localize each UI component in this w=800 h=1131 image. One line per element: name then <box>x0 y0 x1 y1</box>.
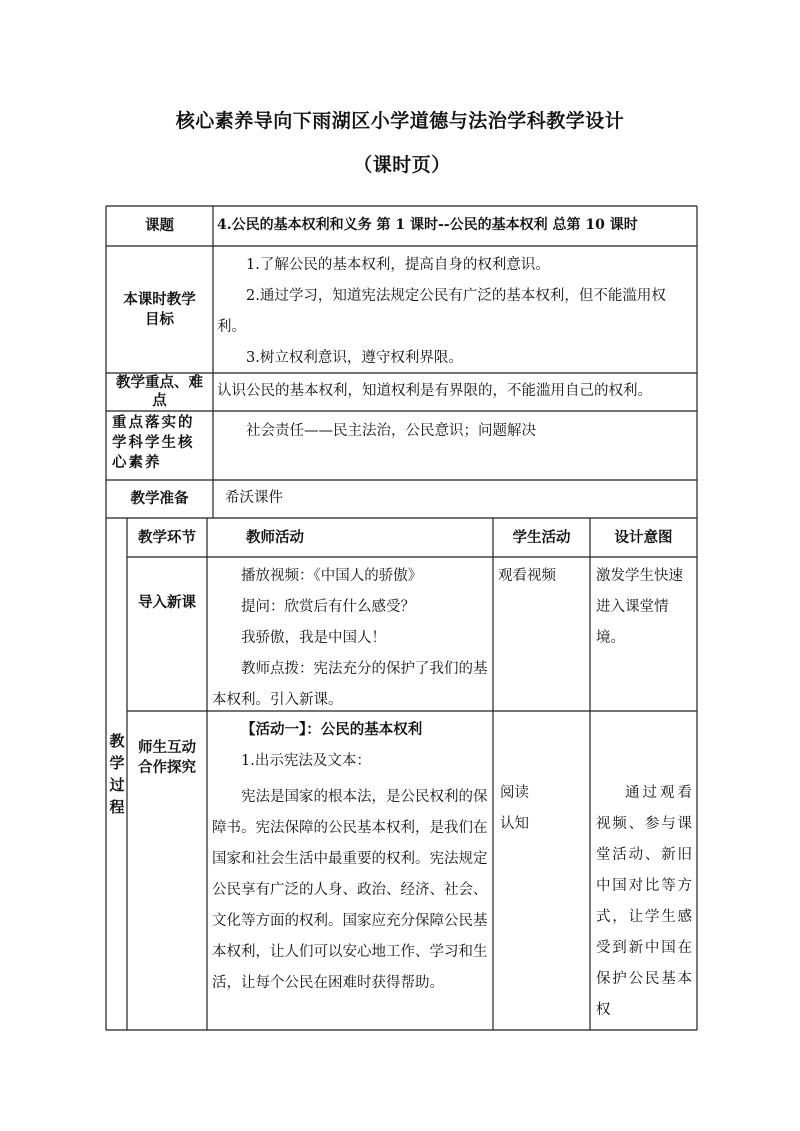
keypoints-label-line1: 教学重点、难 <box>116 375 203 391</box>
stage1-teacher-line: 我骄傲，我是中国人！ <box>241 630 386 646</box>
topic-label: 课题 <box>145 218 174 234</box>
literacy-label-line3: 心素养 <box>112 455 162 471</box>
header-teacher: 教师活动 <box>246 529 304 546</box>
keypoints-label <box>106 373 213 411</box>
goal-item: 1.了解公民的基本权利，提高自身的权利意识。 <box>246 257 550 273</box>
literacy-label-line1: 重点落实的 <box>112 415 195 431</box>
header-stage: 教学环节 <box>138 529 196 546</box>
stage1-teacher-line: 教师点拨：宪法充分的保护了我们的基本权利。引入新课。 <box>212 661 488 708</box>
stage1-teacher <box>212 561 489 716</box>
activity-step: 1.出示宪法及文本： <box>241 753 371 769</box>
stage2-name <box>127 738 207 778</box>
keypoints-label-line2: 点 <box>152 393 167 409</box>
keypoints-value: 认识公民的基本权利，知道权利是有界限的，不能滥用自己的权利。 <box>217 383 652 399</box>
topic-value: 4.公民的基本权利和义务 第 1 课时--公民的基本权利 总第 10 课时 <box>217 217 638 233</box>
stage2-name-line1: 师生互动 <box>138 740 196 756</box>
activity-title: 【活动一】：公民的基本权利 <box>241 722 423 738</box>
prep-label: 教学准备 <box>130 491 189 507</box>
goal-item: 3.树立权利意识，遵守权利界限。 <box>246 350 463 366</box>
header-student: 学生活动 <box>512 529 571 546</box>
document-title: 核心素养导向下雨湖区小学道德与法治学科教学设计 <box>175 110 625 132</box>
goals-label-line1: 本课时教学 <box>123 291 196 308</box>
prep-value: 希沃课件 <box>225 490 283 506</box>
literacy-value: 社会责任——民主法治，公民意识；问题解决 <box>246 423 536 439</box>
stage1-student: 观看视频 <box>498 568 556 584</box>
goals-label-line2: 目标 <box>145 311 174 328</box>
literacy-label-line2: 学科学生核 <box>112 435 195 451</box>
stage2-student-line2: 认知 <box>500 816 529 832</box>
literacy-label <box>106 413 213 479</box>
goals-list <box>217 250 693 374</box>
stage2-student <box>500 778 586 840</box>
document-subtitle: （课时页） <box>353 154 451 176</box>
stage2-intent: 通过观看视频、参与课堂活动、新旧中国对比等方式，让学生感受到新中国在保护公民基本权 <box>596 785 692 1018</box>
stage1-teacher-line: 播放视频：《中国人的骄傲》 <box>241 568 423 584</box>
stage1-teacher-line: 提问：欣赏后有什么感受？ <box>241 599 415 615</box>
stage2-teacher <box>212 715 489 999</box>
header-intent: 设计意图 <box>614 529 673 546</box>
goals-label <box>106 246 213 373</box>
goal-item: 2.通过学习，知道宪法规定公民有广泛的基本权利，但不能滥用权利。 <box>217 288 666 335</box>
stage1-name: 导入新课 <box>138 595 196 611</box>
constitution-text: 宪法是国家的根本法，是公民权利的保障书。宪法保障的公民基本权利，是我们在国家和社会生活中最重要的权利。宪法规定公民享有广泛的人身、政治、经济、社会、文化等方面的权利。国家应充分保障公民基本权利，让人们可以安心地工作、学习和生活，让每个公民在困难时获得帮助。 <box>212 789 488 991</box>
stage2-student-line1: 阅读 <box>500 785 529 801</box>
stage2-name-line2: 合作探究 <box>138 760 196 776</box>
process-side-label: 教学过程 <box>109 732 125 816</box>
stage1-intent: 激发学生快速进入课堂情境。 <box>596 568 683 646</box>
